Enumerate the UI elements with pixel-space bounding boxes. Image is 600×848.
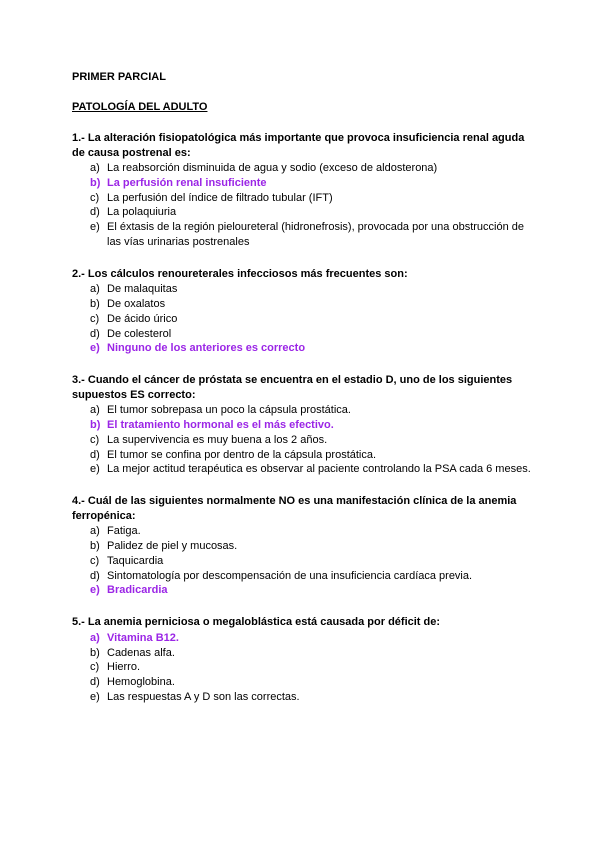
option-text: La reabsorción disminuida de agua y sodio (exceso de aldosterona) xyxy=(107,162,438,174)
question-text: 4.- Cuál de las siguientes normalmente NO es una manifestación clínica de la anemia ferropénica: xyxy=(72,495,517,522)
option-text: Cadenas alfa. xyxy=(107,646,175,659)
option-letter: e) xyxy=(90,463,100,476)
option-letter: e) xyxy=(90,690,100,703)
option-letter: a) xyxy=(90,283,100,296)
answer-option xyxy=(72,539,532,554)
question-2 xyxy=(72,267,532,356)
option-list xyxy=(72,403,532,477)
option-letter: d) xyxy=(90,448,100,461)
option-text: La supervivencia es muy buena a los 2 años. xyxy=(107,433,328,446)
option-text: La perfusión renal insuficiente xyxy=(107,176,267,189)
exam-page xyxy=(72,70,532,705)
option-list xyxy=(72,282,532,356)
option-text: La polaquiuria xyxy=(107,206,177,219)
option-letter: d) xyxy=(90,206,100,219)
option-text: Bradicardia xyxy=(107,584,168,597)
answer-option xyxy=(72,675,532,690)
answer-option-correct xyxy=(72,176,532,191)
option-letter: c) xyxy=(90,191,100,204)
option-text: De ácido úrico xyxy=(107,312,178,325)
answer-option xyxy=(72,646,532,661)
answer-option-correct xyxy=(72,631,532,646)
option-text: Fatiga. xyxy=(107,525,141,538)
question-3 xyxy=(72,373,532,477)
option-text: El tumor sobrepasa un poco la cápsula prostática. xyxy=(107,404,351,417)
option-letter: b) xyxy=(90,540,100,553)
option-text: Vitamina B12. xyxy=(107,631,179,644)
option-letter: e) xyxy=(90,342,100,355)
option-letter: d) xyxy=(90,569,100,582)
option-text: De malaquitas xyxy=(107,283,178,296)
question-list xyxy=(72,131,532,705)
option-letter: e) xyxy=(90,221,100,234)
option-letter: a) xyxy=(90,404,100,417)
option-letter: e) xyxy=(90,584,100,597)
option-list xyxy=(72,524,532,598)
option-list xyxy=(72,631,532,705)
answer-option xyxy=(72,569,532,584)
option-text: Hierro. xyxy=(107,661,141,674)
answer-option xyxy=(72,191,532,206)
option-text: La perfusión del índice de filtrado tubular (IFT) xyxy=(107,191,333,204)
question-text: 5.- La anemia perniciosa o megaloblástica está causada por déficit de: xyxy=(72,616,441,629)
option-text: Ninguno de los anteriores es correcto xyxy=(107,342,306,355)
option-letter: c) xyxy=(90,554,100,567)
option-letter: a) xyxy=(90,162,100,174)
option-text: Sintomatología por descompensación de una insuficiencia cardíaca previa. xyxy=(107,569,473,582)
option-text: De colesterol xyxy=(107,327,172,340)
option-text: La mejor actitud terapéutica es observar al paciente controlando la PSA cada 6 meses. xyxy=(107,463,531,476)
answer-option xyxy=(72,312,532,327)
answer-option xyxy=(72,161,532,176)
question-5 xyxy=(72,615,532,704)
option-letter: b) xyxy=(90,298,100,311)
option-text: De oxalatos xyxy=(107,298,166,311)
question-1 xyxy=(72,131,532,250)
option-text: El tratamiento hormonal es el más efectivo. xyxy=(107,419,334,432)
option-letter: c) xyxy=(90,661,100,674)
answer-option xyxy=(72,524,532,539)
option-text: Las respuestas A y D son las correctas. xyxy=(107,690,300,703)
question-text: 3.- Cuando el cáncer de próstata se encuentra en el estadio D, uno de los siguientes supuestos ES correcto: xyxy=(72,374,513,401)
answer-option xyxy=(72,433,532,448)
option-text: Taquicardia xyxy=(107,554,164,567)
exam-title: PRIMER PARCIAL xyxy=(72,71,166,83)
option-letter: c) xyxy=(90,312,100,325)
option-letter: c) xyxy=(90,433,100,446)
option-text: El éxtasis de la región pieloureteral (hidronefrosis), provocada por una obstrucción de las vías urinarias postrenales xyxy=(107,221,525,248)
answer-option-correct xyxy=(72,341,532,356)
option-letter: b) xyxy=(90,646,100,659)
option-text: Palidez de piel y mucosas. xyxy=(107,540,238,553)
option-letter: d) xyxy=(90,327,100,340)
option-letter: b) xyxy=(90,419,101,432)
option-letter: d) xyxy=(90,676,100,689)
answer-option xyxy=(72,205,532,220)
answer-option xyxy=(72,297,532,312)
question-4 xyxy=(72,494,532,598)
option-letter: a) xyxy=(90,525,100,538)
answer-option xyxy=(72,220,532,250)
option-text: Hemoglobina. xyxy=(107,676,175,689)
answer-option xyxy=(72,690,532,705)
answer-option xyxy=(72,448,532,463)
subject-title: PATOLOGÍA DEL ADULTO xyxy=(72,101,208,113)
option-letter: a) xyxy=(90,631,100,644)
option-text: El tumor se confina por dentro de la cápsula prostática. xyxy=(107,448,377,461)
answer-option xyxy=(72,660,532,675)
option-list xyxy=(72,161,532,250)
answer-option-correct xyxy=(72,418,532,433)
answer-option xyxy=(72,462,532,477)
question-text: 1.- La alteración fisiopatológica más importante que provoca insuficiencia renal aguda de causa postrenal es: xyxy=(72,132,525,159)
answer-option-correct xyxy=(72,583,532,598)
option-letter: b) xyxy=(90,176,101,189)
question-text: 2.- Los cálculos renoureterales infecciosos más frecuentes son: xyxy=(72,267,408,280)
answer-option xyxy=(72,282,532,297)
answer-option xyxy=(72,327,532,342)
answer-option xyxy=(72,403,532,418)
answer-option xyxy=(72,554,532,569)
